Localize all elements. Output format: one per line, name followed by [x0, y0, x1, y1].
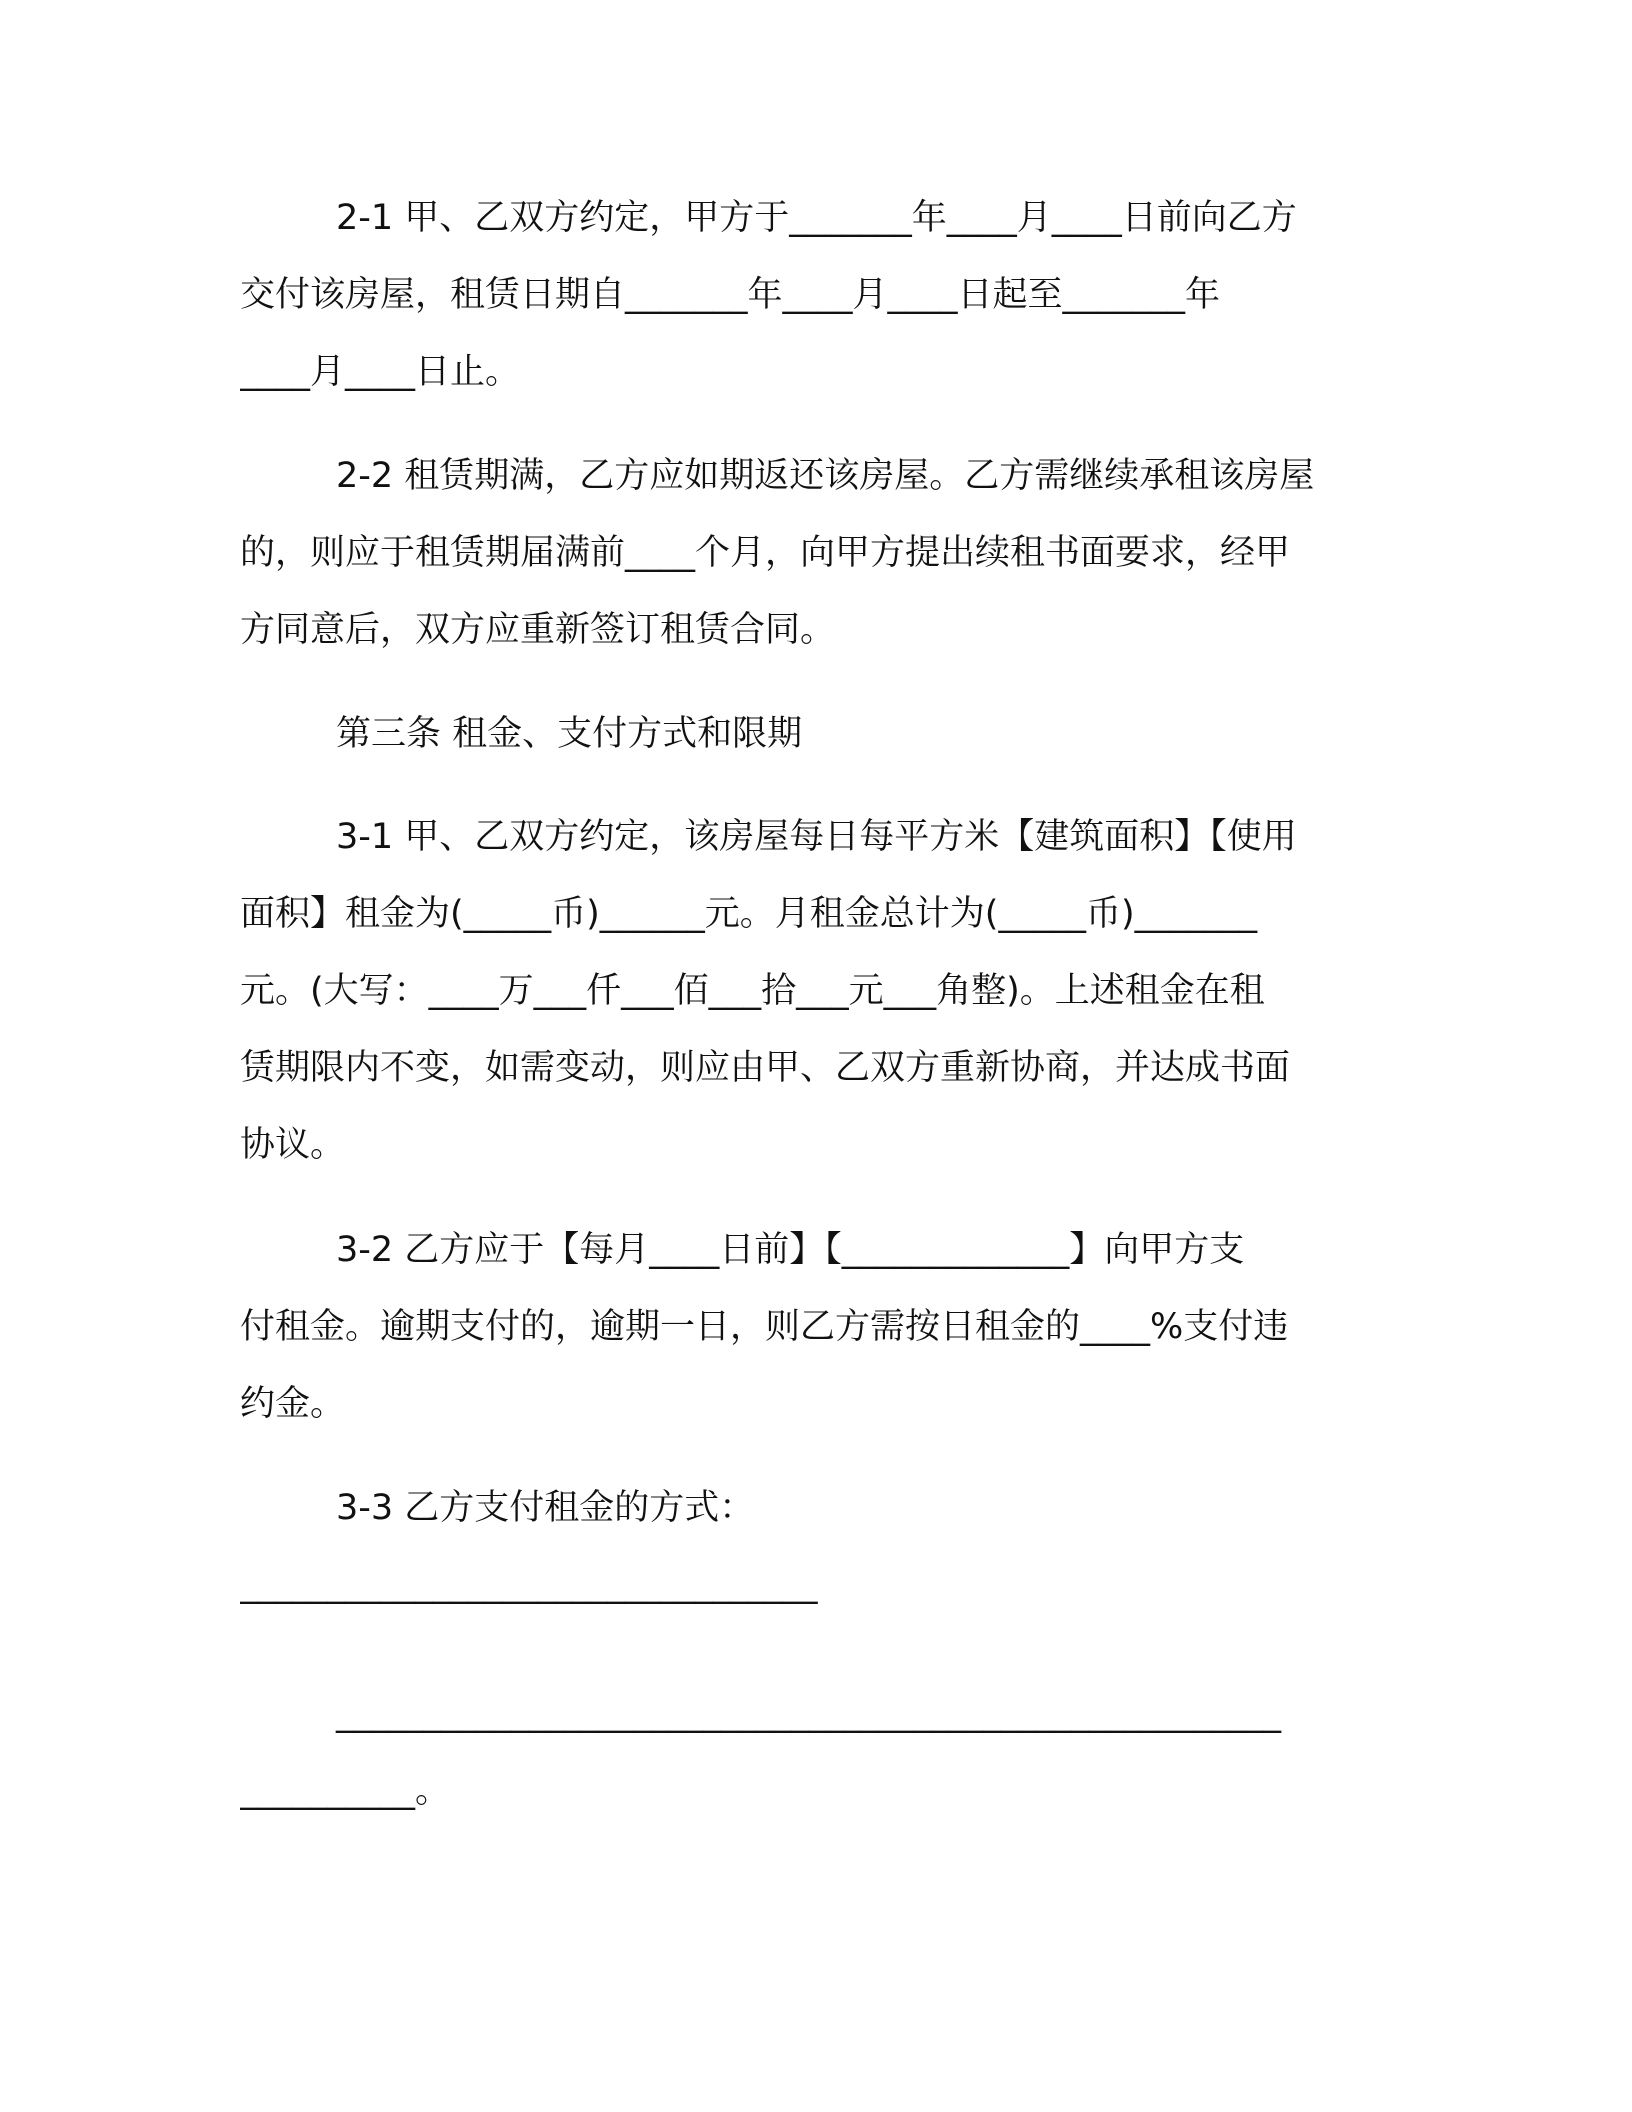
- article-3-heading-text: 第三条 租金、支付方式和限期: [336, 714, 803, 754]
- blank-line-2a: ______________________________________________________: [336, 1694, 1281, 1734]
- clause-3-2-line-1: 3-2 乙方应于【每月____日前】【_____________】向甲方支: [336, 1230, 1245, 1270]
- clause-2-1: [240, 180, 1380, 411]
- clause-2-2: [240, 438, 1380, 669]
- payment-method-blank-1: [240, 1547, 1380, 1624]
- clause-3-2-line-2: 付租金。逾期支付的，逾期一日，则乙方需按日租金的____%支付违: [240, 1307, 1289, 1347]
- blank-line-2b: __________。: [240, 1771, 451, 1811]
- clause-3-1-line-5: 协议。: [240, 1125, 346, 1165]
- clause-3-1-line-2: 面积】租金为(_____币)______元。月租金总计为(_____币)_______: [240, 894, 1258, 934]
- clause-2-2-line-3: 方同意后，双方应重新签订租赁合同。: [240, 610, 836, 650]
- clause-2-2-line-2: 的，则应于租赁期届满前____个月，向甲方提出续租书面要求，经甲: [240, 533, 1291, 573]
- article-3-heading: [240, 696, 1380, 773]
- clause-3-1-line-3: 元。(大写：____万___仟___佰___拾___元___角整)。上述租金在租: [240, 971, 1265, 1011]
- clause-2-1-line-2: 交付该房屋，租赁日期自_______年____月____日起至_______年: [240, 275, 1221, 315]
- clause-3-1: [240, 799, 1380, 1184]
- clause-2-1-line-1: 2-1 甲、乙双方约定，甲方于_______年____月____日前向乙方: [336, 198, 1297, 238]
- clause-3-2-line-3: 约金。: [240, 1384, 346, 1424]
- clause-2-1-line-3: ____月____日止。: [240, 352, 521, 392]
- clause-3-3: [240, 1470, 1380, 1547]
- clause-3-3-line-1: 3-3 乙方支付租金的方式：: [336, 1488, 755, 1528]
- blank-line-1: _________________________________: [240, 1565, 818, 1605]
- clause-2-2-line-1: 2-2 租赁期满，乙方应如期返还该房屋。乙方需继续承租该房屋: [336, 456, 1315, 496]
- clause-3-1-line-1: 3-1 甲、乙双方约定，该房屋每日每平方米【建筑面积】【使用: [336, 817, 1297, 857]
- clause-3-2: [240, 1212, 1380, 1443]
- payment-method-blank-2: [240, 1676, 1380, 1830]
- clause-3-1-line-4: 赁期限内不变，如需变动，则应由甲、乙双方重新协商，并达成书面: [240, 1048, 1291, 1088]
